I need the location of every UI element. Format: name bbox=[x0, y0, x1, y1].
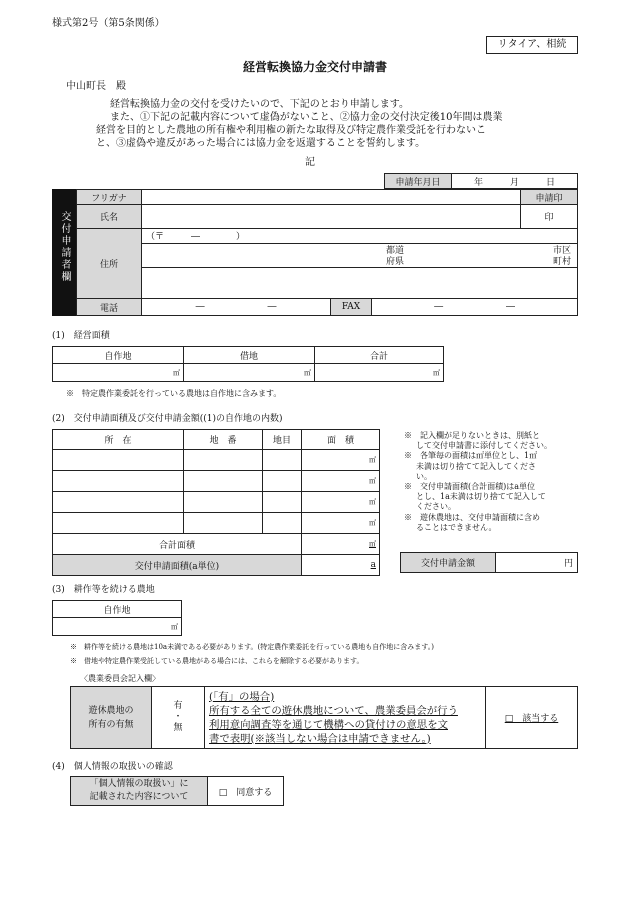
page-title: 経営転換協力金交付申請書 bbox=[242, 60, 387, 74]
committee-title: 〈農業委員会記入欄〉 bbox=[80, 674, 160, 683]
sec3-header: 自作地 bbox=[53, 601, 182, 618]
sec1-lease-input[interactable]: ㎡ bbox=[184, 364, 315, 382]
sec2-header-location: 所 在 bbox=[53, 430, 184, 450]
fax-input[interactable]: ― ― bbox=[372, 299, 578, 316]
addressee: 中山町長 殿 bbox=[66, 81, 126, 92]
idle-farmland-label: 遊休農地の 所有の有無 bbox=[71, 687, 152, 749]
category-tag: リタイア、相続 bbox=[486, 36, 578, 54]
name-label: 氏名 bbox=[77, 205, 142, 229]
apply-area-label: 交付申請面積(a単位) bbox=[53, 555, 302, 576]
intro-line-3: 経営を目的とした農地の所有権や利用権の新たな取得及び特定農作業受託を行わないこ bbox=[96, 125, 486, 136]
fax-label: FAX bbox=[331, 299, 372, 316]
sec4-title: (4) 個人情報の取扱いの確認 bbox=[52, 762, 173, 772]
postal-code: （〒 ― ） bbox=[146, 232, 246, 242]
intro-line-4: と、③虚偽や違反があった場合には協力金を返還することを誓約します。 bbox=[96, 138, 426, 149]
sec3-note-2: ※ 借地や特定農作業受託している農地がある場合には、これらを解除する必要があります。 bbox=[70, 657, 364, 665]
sec1-header-own: 自作地 bbox=[53, 347, 184, 364]
amount-input[interactable]: 円 bbox=[496, 553, 578, 573]
intro-line-2: また、①下記の記載内容について虚偽がないこと、②協力金の交付決定後10年間は農業 bbox=[110, 112, 503, 123]
sec3-input[interactable]: ㎡ bbox=[53, 618, 182, 636]
privacy-table bbox=[70, 776, 284, 806]
committee-condition-text: (「有」の場合) 所有する全ての遊休農地について、農業委員会が行う 利用意向調査等を通じて機構への貸付けの意思を文 書で表明(※該当しない場合は申請できません。) bbox=[205, 687, 486, 749]
sec2-notes: ※ 記入欄が足りないときは、別紙と して交付申請書に添付してください。 ※ 各筆毎の面積は㎡単位とし、1㎡ 未満は切り捨てて記入してくださ い。 ※ 交付申請面積(合計面積)はa単位 とし、1a未満は切り捨てて記入して ください。 ※ 遊休農地は、交付申請面積に含め ることはできません。 bbox=[404, 431, 552, 532]
ari-nashi-choice[interactable]: 有 ・ 無 bbox=[152, 687, 205, 749]
sec1-header-lease: 借地 bbox=[184, 347, 315, 364]
amount-label: 交付申請金額 bbox=[401, 553, 496, 573]
phone-label: 電話 bbox=[77, 299, 142, 316]
furigana-label: フリガナ bbox=[77, 190, 142, 205]
privacy-consent-checkbox[interactable]: □ 同意する bbox=[208, 777, 284, 806]
apply-area-input[interactable]: a bbox=[302, 555, 380, 576]
todofuken-1: 都道 bbox=[386, 246, 405, 256]
ki-heading: 記 bbox=[305, 157, 315, 168]
applicant-table bbox=[76, 189, 578, 316]
date-field[interactable]: 年 月 日 bbox=[452, 174, 578, 189]
date-label: 申請年月日 bbox=[385, 174, 452, 189]
sec2-header-lot: 地 番 bbox=[184, 430, 263, 450]
city-2: 町村 bbox=[552, 257, 571, 267]
sec1-own-input[interactable]: ㎡ bbox=[53, 364, 184, 382]
sec3-title: (3) 耕作等を続ける農地 bbox=[52, 585, 155, 595]
address-input[interactable] bbox=[142, 229, 578, 299]
application-amount-table bbox=[400, 552, 578, 573]
form-number: 様式第2号（第5条関係） bbox=[52, 18, 165, 29]
sec1-total-input[interactable]: ㎡ bbox=[315, 364, 444, 382]
applicant-side-label: 交付申請者欄 bbox=[52, 189, 76, 316]
privacy-label: 「個人情報の取扱い」に 記載された内容について bbox=[71, 777, 208, 806]
application-area-table bbox=[52, 429, 380, 576]
sec1-header-total: 合計 bbox=[315, 347, 444, 364]
furigana-input[interactable] bbox=[142, 190, 521, 205]
name-input[interactable] bbox=[142, 205, 521, 229]
total-area-input[interactable]: ㎡ bbox=[302, 534, 380, 555]
sec1-title: (1) 経営面積 bbox=[52, 331, 110, 341]
table-row: ㎡ bbox=[53, 471, 380, 492]
sec2-header-category: 地目 bbox=[263, 430, 302, 450]
phone-input[interactable]: ― ― bbox=[142, 299, 331, 316]
seal-label: 申請印 bbox=[521, 190, 578, 205]
city-1: 市区 bbox=[552, 246, 571, 256]
table-row: ㎡ bbox=[53, 492, 380, 513]
seal-box[interactable]: 印 bbox=[521, 205, 578, 229]
management-area-table bbox=[52, 346, 444, 382]
table-row: ㎡ bbox=[53, 513, 380, 534]
sec2-title: (2) 交付申請面積及び交付申請金額((1)の自作地の内数) bbox=[52, 414, 283, 424]
sec3-note-1: ※ 耕作等を続ける農地は10a未満である必要があります。(特定農作業委託を行っている農地も自作地に含みます。) bbox=[70, 643, 434, 651]
total-area-label: 合計面積 bbox=[53, 534, 302, 555]
committee-table bbox=[70, 686, 578, 749]
todofuken-2: 府県 bbox=[386, 257, 405, 267]
applicable-checkbox[interactable]: □ 該当する bbox=[486, 687, 578, 749]
sec2-header-area: 面 積 bbox=[302, 430, 380, 450]
intro-line-1: 経営転換協力金の交付を受けたいので、下記のとおり申請します。 bbox=[110, 99, 409, 110]
table-row: ㎡ bbox=[53, 450, 380, 471]
continued-farmland-table bbox=[52, 600, 182, 636]
address-label: 住所 bbox=[77, 229, 142, 299]
sec1-note: ※ 特定農作業委託を行っている農地は自作地に含みます。 bbox=[66, 389, 282, 398]
application-date-table bbox=[384, 173, 578, 189]
